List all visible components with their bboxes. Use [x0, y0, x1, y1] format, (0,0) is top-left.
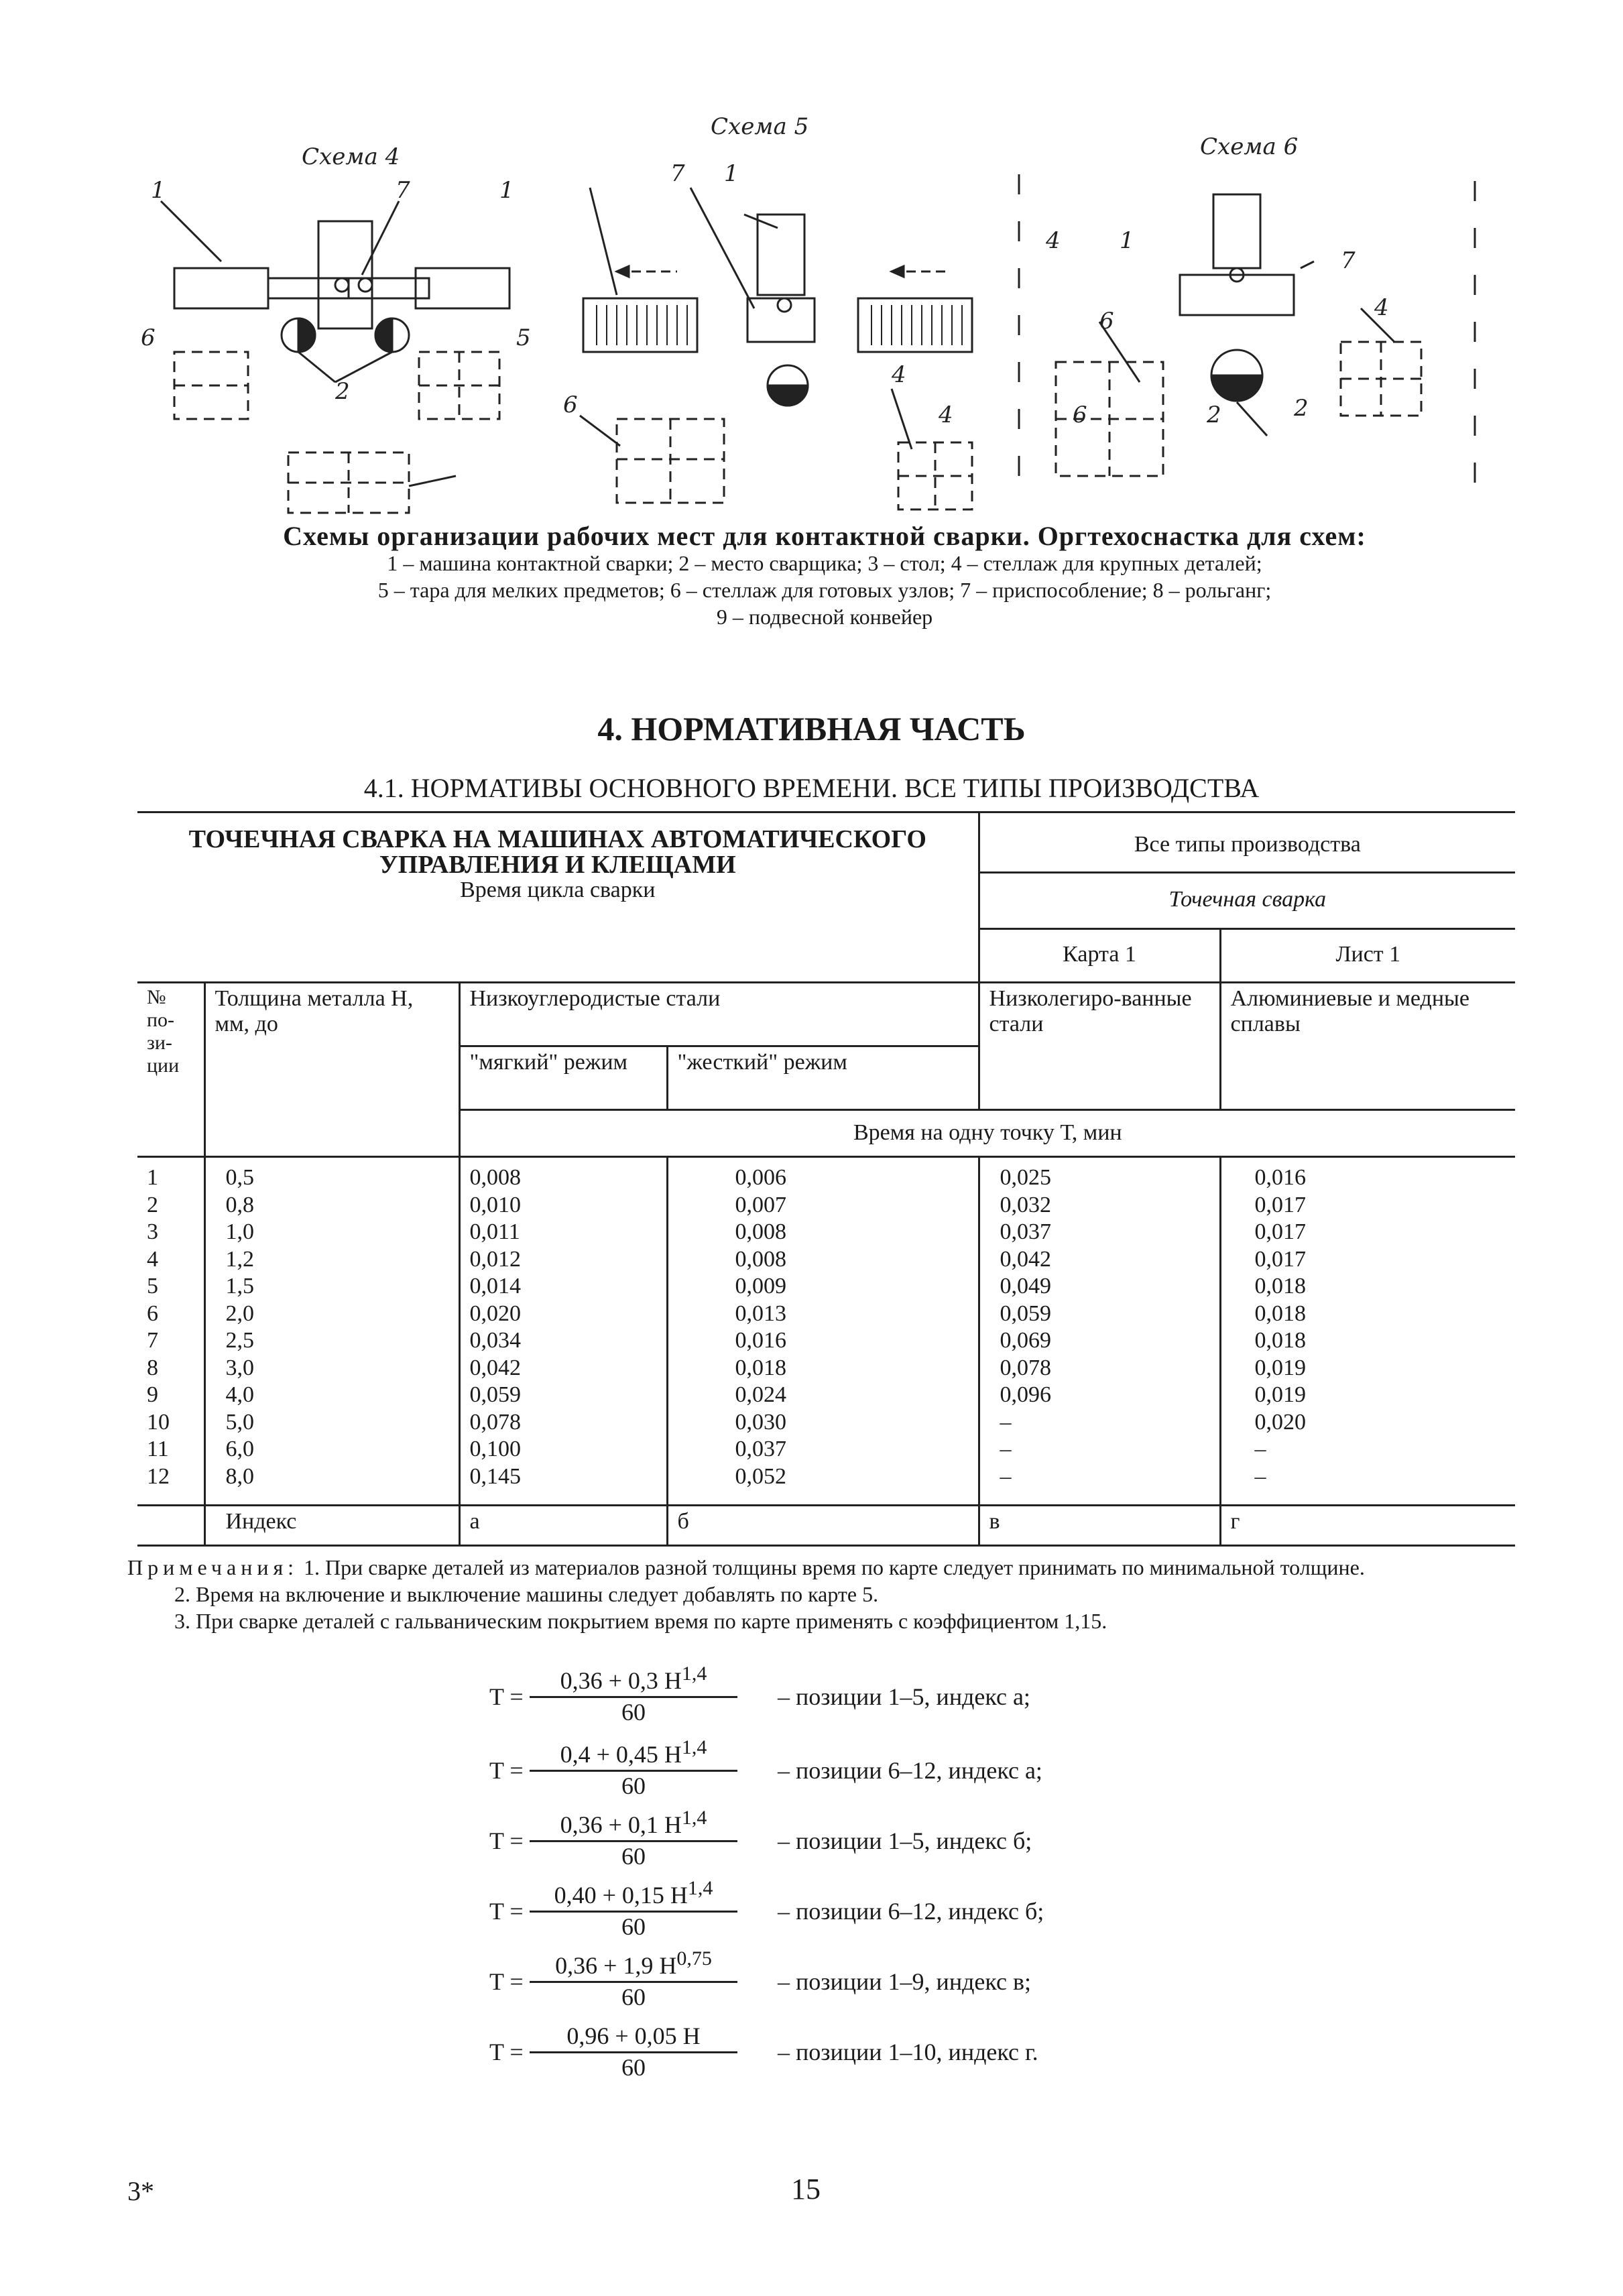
col-thickness-header: Толщина металла Н, мм, до	[204, 983, 459, 1157]
formula-6-denominator: 60	[621, 2054, 646, 2081]
col-hard-header: "жесткий" режим	[667, 1046, 979, 1110]
conveyor-right	[858, 298, 972, 352]
formula-5-denominator: 60	[621, 1984, 646, 2010]
soft-7: 0,034	[469, 1328, 521, 1353]
time-per-point-header: Время на одну точку Т, мин	[459, 1110, 1515, 1157]
low-alloy-1: 0,025	[1000, 1165, 1052, 1190]
machine-1-left	[174, 268, 268, 308]
sheet-cell: Лист 1	[1220, 929, 1515, 983]
pos-5: 5	[147, 1274, 158, 1298]
formula-4-lhs: T =	[489, 1898, 524, 1925]
alu-9: 0,019	[1254, 1382, 1307, 1407]
pos-10: 10	[147, 1409, 170, 1435]
spot-welding-cell: Точечная сварка	[979, 873, 1515, 929]
hard-column	[667, 1157, 979, 1506]
col-pos-header: № по-зи-ции	[137, 983, 204, 1157]
formula-4-numerator	[530, 1877, 737, 1913]
formula-6-lhs: T =	[489, 2039, 524, 2065]
table-title-line-2: УПРАВЛЕНИЯ И КЛЕЩАМИ	[379, 851, 736, 879]
thickness-1: 0,5	[225, 1165, 254, 1190]
formula-6-fraction	[530, 2018, 737, 2081]
hard-4: 0,008	[735, 1246, 786, 1272]
hard-8: 0,018	[735, 1355, 786, 1380]
caption-line-4: 9 – подвесной конвейер	[716, 605, 933, 629]
scheme-item-number: 7	[1341, 247, 1356, 274]
machine-1-center	[758, 215, 804, 295]
scheme-item-number: 4	[1046, 227, 1061, 254]
thickness-9: 4,0	[225, 1382, 254, 1407]
scheme-item-number: 5	[516, 324, 531, 351]
soft-4: 0,012	[469, 1246, 521, 1272]
col-soft-header: "мягкий" режим	[459, 1046, 667, 1110]
formula-1-lhs: T =	[489, 1683, 524, 1710]
formula-2-tail: – позиции 6–12, индекс а;	[778, 1757, 1042, 1784]
alu-3: 0,017	[1254, 1219, 1307, 1244]
low-alloy-3: 0,037	[1000, 1219, 1052, 1244]
low-alloy-7: 0,069	[1000, 1328, 1052, 1353]
scheme-item-number: 4	[939, 402, 953, 428]
formula-6-tail: – позиции 1–10, индекс г.	[778, 2039, 1038, 2065]
thickness-6: 2,0	[225, 1301, 254, 1326]
formula-4-num-text: 0,40 + 0,15 H	[554, 1882, 688, 1909]
pos-1: 1	[147, 1165, 158, 1190]
formula-4-fraction	[530, 1877, 737, 1941]
soft-5: 0,014	[469, 1274, 521, 1298]
workplace-schemes-figure	[134, 114, 1515, 516]
page-number: 15	[791, 2173, 821, 2206]
scheme-item-number: 6	[141, 324, 156, 351]
alu-4: 0,017	[1254, 1246, 1307, 1272]
low-alloy-10: –	[1000, 1409, 1012, 1435]
all-types-cell: Все типы производства	[979, 812, 1515, 873]
thickness-4: 1,2	[225, 1246, 254, 1272]
formula-3-denominator: 60	[621, 1843, 646, 1870]
scheme-item-number: 1	[1120, 227, 1134, 254]
thickness-10: 5,0	[225, 1409, 254, 1435]
caption-line-3: 5 – тара для мелких предметов; 6 – стеллаж для готовых узлов; 7 – приспособление; 8 – рольганг;	[377, 578, 1272, 602]
alu-6: 0,018	[1254, 1301, 1307, 1326]
formula-4-denominator: 60	[621, 1913, 646, 1940]
notes-prefix: Примечания:	[127, 1555, 299, 1579]
scheme-6-title: Схема 6	[1200, 133, 1299, 160]
scheme-item-number: 2	[335, 378, 350, 405]
formula-2-num-text: 0,4 + 0,45 H	[560, 1741, 682, 1768]
formula-1-tail: – позиции 1–5, индекс а;	[778, 1683, 1030, 1710]
formula-5-lhs: T =	[489, 1968, 524, 1995]
col-low-carbon-header: Низкоуглеродистые стали	[459, 983, 979, 1046]
thickness-12: 8,0	[225, 1463, 254, 1489]
subsection-title: 4.1. НОРМАТИВЫ ОСНОВНОГО ВРЕМЕНИ. ВСЕ ТИПЫ ПРОИЗВОДСТВА	[363, 773, 1260, 803]
notes-block	[127, 1554, 1522, 1634]
hard-12: 0,052	[735, 1463, 786, 1489]
formula-5-exponent: 0,75	[676, 1947, 712, 1970]
formula-3	[489, 1807, 1294, 1874]
scheme-item-number: 1	[724, 160, 739, 187]
col-low-alloy-header: Низколегиро-ванные стали	[979, 983, 1220, 1110]
hard-5: 0,009	[735, 1274, 786, 1298]
soft-11: 0,100	[469, 1437, 521, 1461]
soft-10: 0,078	[469, 1409, 521, 1435]
caption-line-2: 1 – машина контактной сварки; 2 – место сварщика; 3 – стол; 4 – стеллаж для крупных деталей;	[387, 551, 1262, 575]
pos-2: 2	[147, 1192, 158, 1217]
formula-5-num-text: 0,36 + 1,9 H	[555, 1952, 677, 1979]
pos-7: 7	[147, 1328, 158, 1353]
caption-line-1: Схемы организации рабочих мест для контактной сварки. Оргтехоснастка для схем:	[283, 521, 1366, 551]
low-alloy-11: –	[1000, 1437, 1012, 1461]
table-title-line-3: Время цикла сварки	[460, 878, 656, 902]
low-alloy-4: 0,042	[1000, 1246, 1052, 1272]
formula-5-tail: – позиции 1–9, индекс в;	[778, 1968, 1031, 1995]
hard-7: 0,016	[735, 1328, 786, 1353]
hard-3: 0,008	[735, 1219, 786, 1244]
scheme-item-number: 6	[1073, 402, 1087, 428]
hard-1: 0,006	[735, 1165, 786, 1190]
note-1-text: 1. При сварке деталей из материалов разной толщины время по карте следует принимать по минимальной толщине.	[304, 1555, 1365, 1579]
index-g: г	[1220, 1506, 1515, 1546]
soft-2: 0,010	[469, 1192, 521, 1217]
norms-table	[137, 811, 1515, 1547]
col-alu-header: Алюминиевые и медные сплавы	[1220, 983, 1515, 1110]
note-3: 3. При сварке деталей с гальваническим покрытием время по карте применять с коэффициентом 1,15.	[174, 1609, 1107, 1633]
low-alloy-12: –	[1000, 1463, 1012, 1489]
soft-8: 0,042	[469, 1355, 521, 1380]
scheme-item-number: 4	[1374, 294, 1389, 321]
index-empty-cell	[137, 1506, 204, 1546]
positions-column	[137, 1157, 204, 1506]
thickness-7: 2,5	[225, 1328, 254, 1353]
alu-column	[1220, 1157, 1515, 1506]
pos-3: 3	[147, 1219, 158, 1244]
alu-2: 0,017	[1254, 1192, 1307, 1217]
thickness-11: 6,0	[225, 1437, 254, 1461]
scheme-5-title: Схема 5	[711, 114, 809, 140]
formula-4-tail: – позиции 6–12, индекс б;	[778, 1898, 1044, 1925]
scheme-item-number: 1	[151, 177, 166, 204]
low-alloy-9: 0,096	[1000, 1382, 1052, 1407]
alu-10: 0,020	[1254, 1409, 1307, 1435]
conveyor-left	[583, 298, 697, 352]
index-a: а	[459, 1506, 667, 1546]
formula-1-exponent: 1,4	[681, 1663, 707, 1685]
pos-6: 6	[147, 1301, 158, 1326]
section-title: 4. НОРМАТИВНАЯ ЧАСТЬ	[597, 710, 1026, 747]
hard-10: 0,030	[735, 1409, 786, 1435]
index-row	[137, 1506, 1515, 1546]
low-alloy-8: 0,078	[1000, 1355, 1052, 1380]
scheme-item-number: 7	[670, 160, 685, 187]
sheet-mark: 3*	[127, 2176, 154, 2206]
card-cell: Карта 1	[979, 929, 1220, 983]
formula-3-tail: – позиции 1–5, индекс б;	[778, 1827, 1032, 1854]
figure-caption	[134, 523, 1515, 630]
formula-2-numerator	[530, 1736, 737, 1772]
soft-3: 0,011	[469, 1219, 520, 1244]
formula-3-exponent: 1,4	[681, 1807, 707, 1829]
formula-2-denominator: 60	[621, 1772, 646, 1799]
scheme-item-number: 1	[499, 177, 514, 204]
formula-1	[489, 1663, 1294, 1730]
formula-1-fraction	[530, 1663, 737, 1726]
formula-4	[489, 1877, 1294, 1944]
formula-3-lhs: T =	[489, 1827, 524, 1854]
scheme-item-number: 2	[1294, 395, 1309, 422]
table-title-cell	[137, 812, 979, 983]
alu-5: 0,018	[1254, 1274, 1307, 1298]
thickness-column	[204, 1157, 459, 1506]
low-alloy-2: 0,032	[1000, 1192, 1052, 1217]
scheme-item-number: 7	[396, 177, 410, 204]
index-v: в	[979, 1506, 1220, 1546]
formula-6-num-text: 0,96 + 0,05 H	[566, 2022, 701, 2049]
formula-3-numerator	[530, 1807, 737, 1842]
soft-6: 0,020	[469, 1301, 521, 1326]
hard-6: 0,013	[735, 1301, 786, 1326]
note-1	[127, 1554, 1522, 1581]
soft-1: 0,008	[469, 1165, 521, 1190]
formula-1-num-text: 0,36 + 0,3 H	[560, 1667, 682, 1694]
formula-1-numerator	[530, 1663, 737, 1698]
formula-2-fraction	[530, 1736, 737, 1800]
formula-2-lhs: T =	[489, 1757, 524, 1784]
soft-9: 0,059	[469, 1382, 521, 1407]
machine-1-right-scheme	[1213, 194, 1260, 268]
table-data-row	[137, 1157, 1515, 1506]
alu-12: –	[1254, 1463, 1266, 1489]
alu-8: 0,019	[1254, 1355, 1307, 1380]
scheme-item-number: 6	[1099, 308, 1114, 335]
thickness-5: 1,5	[225, 1274, 254, 1298]
formula-5	[489, 1947, 1294, 2014]
scheme-item-number: 4	[892, 361, 906, 388]
pos-4: 4	[147, 1246, 158, 1272]
soft-column	[459, 1157, 667, 1506]
thickness-3: 1,0	[225, 1219, 254, 1244]
alu-11: –	[1254, 1437, 1266, 1461]
note-2: 2. Время на включение и выключение машины следует добавлять по карте 5.	[174, 1582, 879, 1606]
index-b: б	[667, 1506, 979, 1546]
table-title-line-1: ТОЧЕЧНАЯ СВАРКА НА МАШИНАХ АВТОМАТИЧЕСКОГО	[188, 825, 926, 853]
pos-9: 9	[147, 1382, 158, 1407]
alu-7: 0,018	[1254, 1328, 1307, 1353]
formula-3-fraction	[530, 1807, 737, 1870]
alu-1: 0,016	[1254, 1165, 1307, 1190]
hard-9: 0,024	[735, 1382, 786, 1407]
hard-11: 0,037	[735, 1437, 786, 1461]
index-label: Индекс	[204, 1506, 459, 1546]
table-center	[318, 221, 372, 328]
formula-6	[489, 2018, 1294, 2085]
scheme-4-title: Схема 4	[302, 143, 400, 170]
formula-4-exponent: 1,4	[687, 1877, 713, 1899]
hard-2: 0,007	[735, 1192, 786, 1217]
scheme-item-number: 2	[1207, 402, 1221, 428]
scheme-item-number: 6	[563, 391, 578, 418]
thickness-8: 3,0	[225, 1355, 254, 1380]
soft-12: 0,145	[469, 1463, 521, 1489]
low-alloy-column	[979, 1157, 1220, 1506]
formula-2-exponent: 1,4	[681, 1736, 707, 1758]
formula-5-fraction	[530, 1947, 737, 2011]
thickness-2: 0,8	[225, 1192, 254, 1217]
pos-11: 11	[147, 1437, 169, 1461]
fixture-7	[747, 298, 815, 342]
low-alloy-5: 0,049	[1000, 1274, 1052, 1298]
low-alloy-6: 0,059	[1000, 1301, 1052, 1326]
pos-8: 8	[147, 1355, 158, 1380]
pos-12: 12	[147, 1463, 170, 1489]
formula-6-numerator	[530, 2018, 737, 2053]
formula-2	[489, 1736, 1294, 1803]
formula-1-denominator: 60	[621, 1699, 646, 1726]
formula-3-num-text: 0,36 + 0,1 H	[560, 1811, 682, 1838]
formula-5-numerator	[530, 1947, 737, 1983]
